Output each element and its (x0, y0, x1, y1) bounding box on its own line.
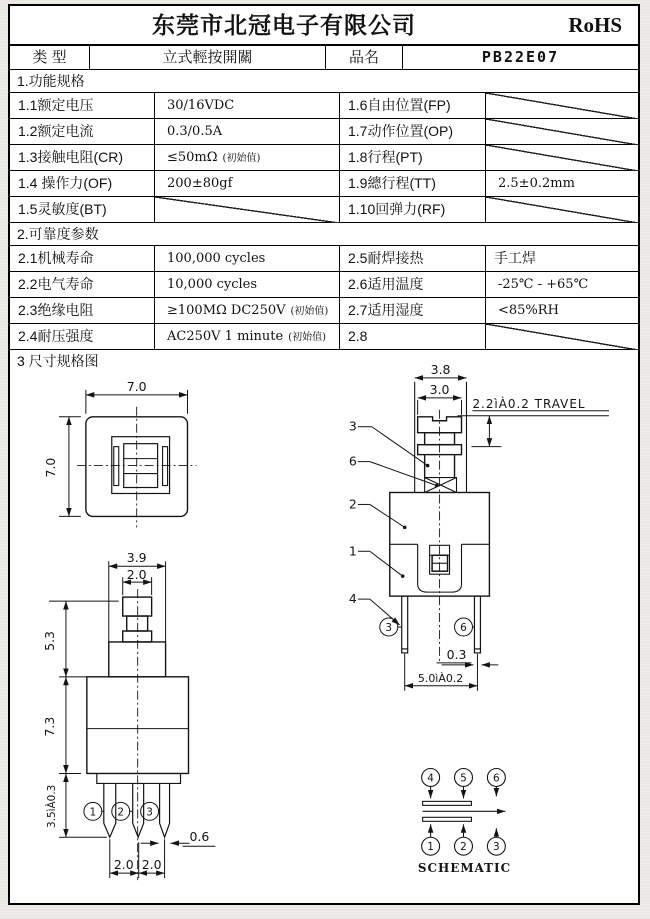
spec-value: 0.3/0.5A (155, 119, 340, 145)
datasheet-page (8, 4, 640, 905)
spec-value-note: (初始值) (290, 306, 329, 317)
dim-body-width: 3.9 (126, 550, 147, 566)
dim-upper-height: 5.3 (41, 631, 57, 651)
spec-value: 手工焊 (494, 250, 536, 266)
part-label: 4 (348, 591, 357, 607)
spec-value: 200±80gf (155, 171, 340, 197)
pins (402, 596, 481, 653)
spec-label: 2.5耐焊接热 (340, 246, 486, 272)
section1-title: 1.功能规格 (10, 70, 638, 93)
company-name: 东莞市北冠电子有限公司 (152, 12, 416, 38)
spec-label: 1.9總行程(TT) (340, 171, 486, 197)
schematic-pin-number: 2 (460, 841, 467, 854)
dim-body-height: 7.3 (41, 716, 57, 737)
dim-pin-pitch: 5.0ìÀ0.2 (417, 671, 464, 685)
spec-value (155, 298, 340, 324)
pin-number: 6 (460, 621, 467, 634)
dimensions (405, 378, 609, 691)
section2-title: 2.可靠度参数 (10, 223, 638, 246)
dimension-drawings (10, 352, 638, 903)
spec-label: 1.2额定电流 (10, 119, 155, 145)
spec-value-text: ≥100MΩ DC250V (167, 303, 286, 318)
header-row (10, 6, 638, 46)
type-label: 类 型 (10, 46, 90, 69)
spec-value-empty (486, 197, 638, 223)
spec-value: 10,000 cycles (155, 272, 340, 298)
spec-label: 1.4 操作力(OF) (10, 171, 155, 197)
spring (425, 478, 457, 493)
schematic-pin-number: 4 (427, 772, 434, 785)
spec-value-empty (486, 324, 638, 350)
part-label: 6 (348, 453, 357, 469)
table-row (10, 93, 638, 119)
dim-cap-width: 2.0 (126, 567, 147, 583)
dim-pin-width: 0.6 (189, 829, 210, 845)
spec-value-empty (155, 197, 340, 223)
table-row (10, 197, 638, 223)
schematic-pin-number: 6 (493, 772, 500, 785)
schematic-pin-number: 1 (427, 841, 434, 854)
spec-value-text: ≤50mΩ (167, 150, 218, 165)
pin-number: 2 (117, 806, 125, 819)
spec-label: 1.10回弹力(RF) (340, 197, 486, 223)
table-row (10, 272, 638, 298)
schematic-contact-bar (423, 817, 472, 821)
spec-value-note: (初始值) (288, 332, 327, 343)
dim-top-width: 7.0 (126, 378, 147, 394)
spec-label: 1.5灵敏度(BT) (10, 197, 155, 223)
spec-value (155, 324, 340, 350)
dim-pin-pitch: 2.0 (141, 857, 162, 873)
section3-title: 3 尺寸规格图 (17, 353, 99, 369)
spec-label: 2.4耐压强度 (10, 324, 155, 350)
spec-value: 100,000 cycles (155, 246, 340, 272)
spec-label: 2.1机械寿命 (10, 246, 155, 272)
front-view-drawing (42, 550, 215, 880)
dim-travel: 2.2ìÀ0.2 TRAVEL (472, 396, 586, 411)
spec-label: 1.1额定电压 (10, 93, 155, 119)
spec-value-empty (486, 119, 638, 145)
spec-value: -25℃ - +65℃ (498, 277, 589, 292)
spec-label: 2.6适用温度 (340, 272, 486, 298)
type-value: 立式輕按開關 (90, 46, 326, 69)
table-row (10, 324, 638, 350)
spec-label: 1.8行程(PT) (340, 145, 486, 171)
rohs-mark: RoHS (568, 13, 622, 37)
spec-label: 2.3绝缘电阻 (10, 298, 155, 324)
spec-label: 1.7动作位置(OP) (340, 119, 486, 145)
spec-label: 1.3接触电阻(CR) (10, 145, 155, 171)
spec-label: 2.7适用湿度 (340, 298, 486, 324)
schematic-drawing (418, 768, 511, 875)
schematic-pin-number: 3 (493, 841, 500, 854)
spec-value: 30/16VDC (155, 93, 340, 119)
part-label: 3 (348, 418, 357, 434)
part-label: 1 (348, 543, 357, 559)
dim-top-height: 7.0 (42, 457, 58, 478)
schematic-contact-bar (423, 801, 472, 805)
dim-pin-thickness: 0.3 (446, 646, 467, 662)
dim-cap-width: 3.0 (429, 381, 450, 397)
dim-neck-width: 3.8 (430, 361, 451, 377)
table-row (10, 171, 638, 197)
spec-value-note: (初始值) (222, 153, 261, 164)
side-view-drawing (349, 362, 609, 691)
pins (104, 783, 170, 837)
spec-value (155, 145, 340, 171)
pin-number: 1 (89, 806, 97, 819)
spec-value-empty (486, 145, 638, 171)
spec-label: 1.6自由位置(FP) (340, 93, 486, 119)
spec-label: 2.8 (340, 324, 486, 350)
pin-number: 3 (385, 621, 393, 634)
pin-number: 3 (146, 806, 153, 819)
meta-row (10, 46, 638, 70)
part-label: 2 (348, 496, 357, 512)
table-row (10, 145, 638, 171)
table-row (10, 298, 638, 324)
spec-value-text: AC250V 1 minute (167, 329, 284, 344)
spec-value-empty (486, 93, 638, 119)
spec-value: <85%RH (498, 303, 559, 318)
center-lines (77, 407, 197, 528)
table-row (10, 119, 638, 145)
table-row (10, 246, 638, 272)
spec-label: 2.2电气寿命 (10, 272, 155, 298)
top-view-drawing (43, 379, 196, 528)
schematic-title: SCHEMATIC (417, 861, 512, 876)
partname-label: 品名 (326, 46, 403, 69)
part-leaders (358, 427, 439, 625)
dim-pin-length: 3.5ìÀ0.3 (45, 784, 58, 829)
dim-pin-pitch: 2.0 (113, 857, 134, 873)
schematic-pin-number: 5 (460, 772, 467, 785)
partnumber-value: PB22E07 (481, 48, 560, 66)
spec-value: 2.5±0.2mm (498, 176, 575, 191)
